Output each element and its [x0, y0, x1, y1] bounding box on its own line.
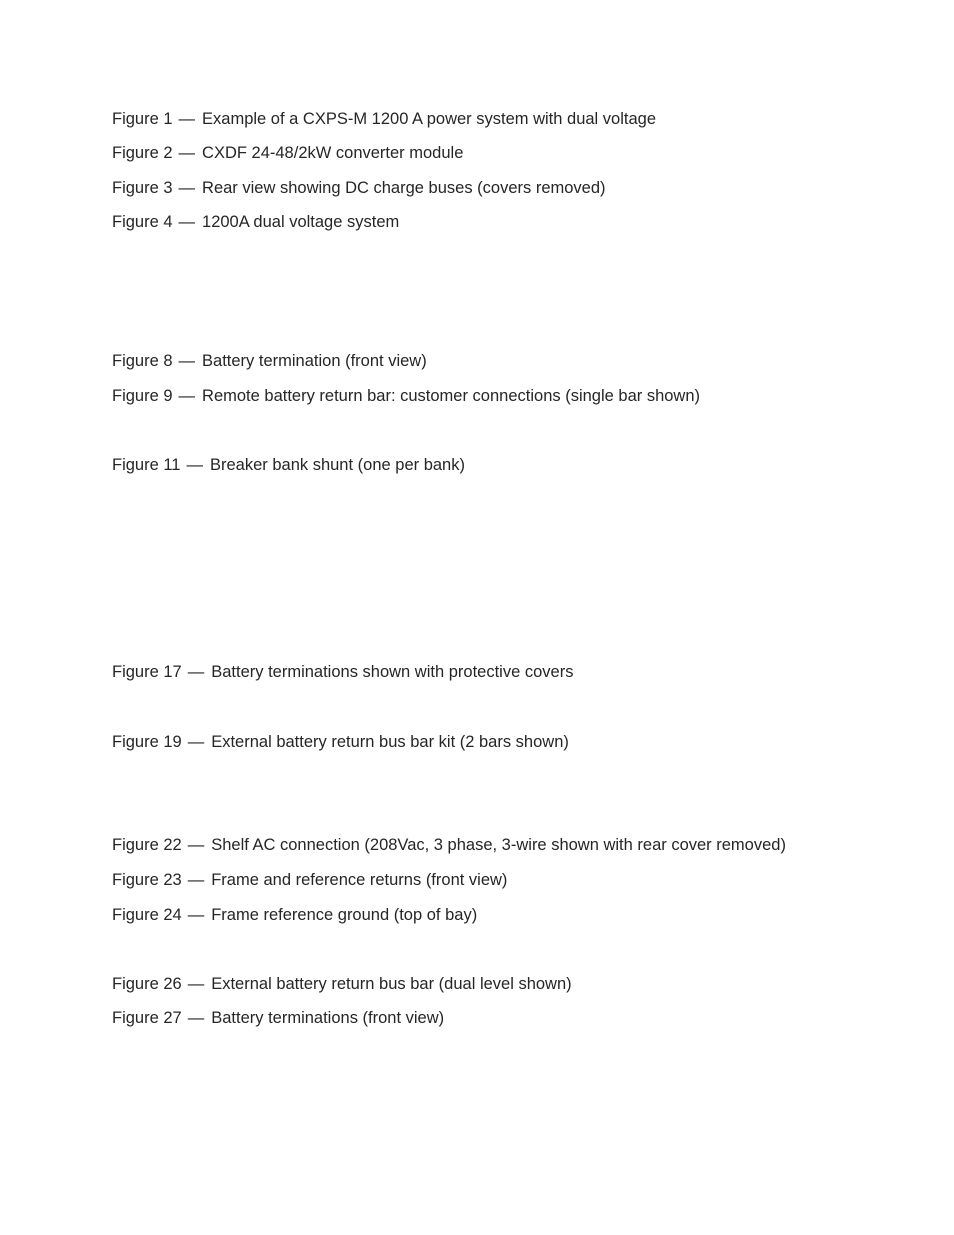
figure-caption-line	[112, 870, 507, 890]
figure-label: Figure 26	[112, 975, 182, 993]
figure-caption-line	[112, 732, 569, 752]
figure-label: Figure 4	[112, 213, 173, 231]
em-dash: —	[187, 1009, 205, 1027]
figure-label: Figure 27	[112, 1009, 182, 1027]
figure-label: Figure 19	[112, 733, 182, 751]
figure-caption-line	[112, 974, 572, 994]
em-dash: —	[178, 179, 196, 197]
figure-caption-line	[112, 109, 656, 129]
figure-label: Figure 9	[112, 387, 173, 405]
figure-caption: Rear view showing DC charge buses (covers removed)	[202, 179, 606, 197]
figure-caption: 1200A dual voltage system	[202, 213, 400, 231]
figure-caption: Example of a CXPS-M 1200 A power system with dual voltage	[202, 110, 657, 128]
em-dash: —	[187, 836, 205, 854]
figure-caption: Breaker bank shunt (one per bank)	[209, 456, 465, 474]
em-dash: —	[178, 110, 196, 128]
figure-caption-line	[112, 455, 465, 475]
figure-caption-line	[112, 905, 477, 925]
figure-label: Figure 11	[112, 456, 181, 474]
figure-caption-line	[112, 212, 399, 232]
em-dash: —	[187, 733, 205, 751]
figure-label: Figure 1	[112, 110, 173, 128]
figure-caption: Battery terminations (front view)	[211, 1009, 445, 1027]
figure-caption-line	[112, 662, 573, 682]
figure-caption: Battery termination (front view)	[202, 352, 427, 370]
em-dash: —	[178, 213, 196, 231]
em-dash: —	[187, 975, 205, 993]
figure-caption: Shelf AC connection (208Vac, 3 phase, 3-wire shown with rear cover removed)	[211, 836, 786, 854]
figure-caption: External battery return bus bar (dual level shown)	[211, 975, 572, 993]
figure-caption-line	[112, 835, 786, 855]
figure-caption-line	[112, 351, 427, 371]
figure-label: Figure 17	[112, 663, 182, 681]
figure-caption: Remote battery return bar: customer connections (single bar shown)	[202, 387, 701, 405]
em-dash: —	[186, 456, 203, 474]
em-dash: —	[187, 663, 205, 681]
figure-caption: CXDF 24-48/2kW converter module	[202, 144, 464, 162]
em-dash: —	[178, 387, 196, 405]
em-dash: —	[178, 352, 196, 370]
figure-caption-line	[112, 178, 606, 198]
figure-caption: Frame and reference returns (front view)	[211, 871, 508, 889]
figure-caption-line	[112, 386, 700, 406]
figure-label: Figure 8	[112, 352, 173, 370]
em-dash: —	[178, 144, 196, 162]
figure-label: Figure 24	[112, 906, 182, 924]
figure-label: Figure 23	[112, 871, 182, 889]
figure-label: Figure 3	[112, 179, 173, 197]
figure-caption: Frame reference ground (top of bay)	[211, 906, 478, 924]
figure-label: Figure 2	[112, 144, 173, 162]
figure-label: Figure 22	[112, 836, 182, 854]
figure-caption: External battery return bus bar kit (2 bars shown)	[211, 733, 569, 751]
em-dash: —	[187, 871, 205, 889]
figure-caption: Battery terminations shown with protective covers	[211, 663, 574, 681]
figure-caption-line	[112, 143, 463, 163]
em-dash: —	[187, 906, 205, 924]
figure-caption-line	[112, 1008, 444, 1028]
